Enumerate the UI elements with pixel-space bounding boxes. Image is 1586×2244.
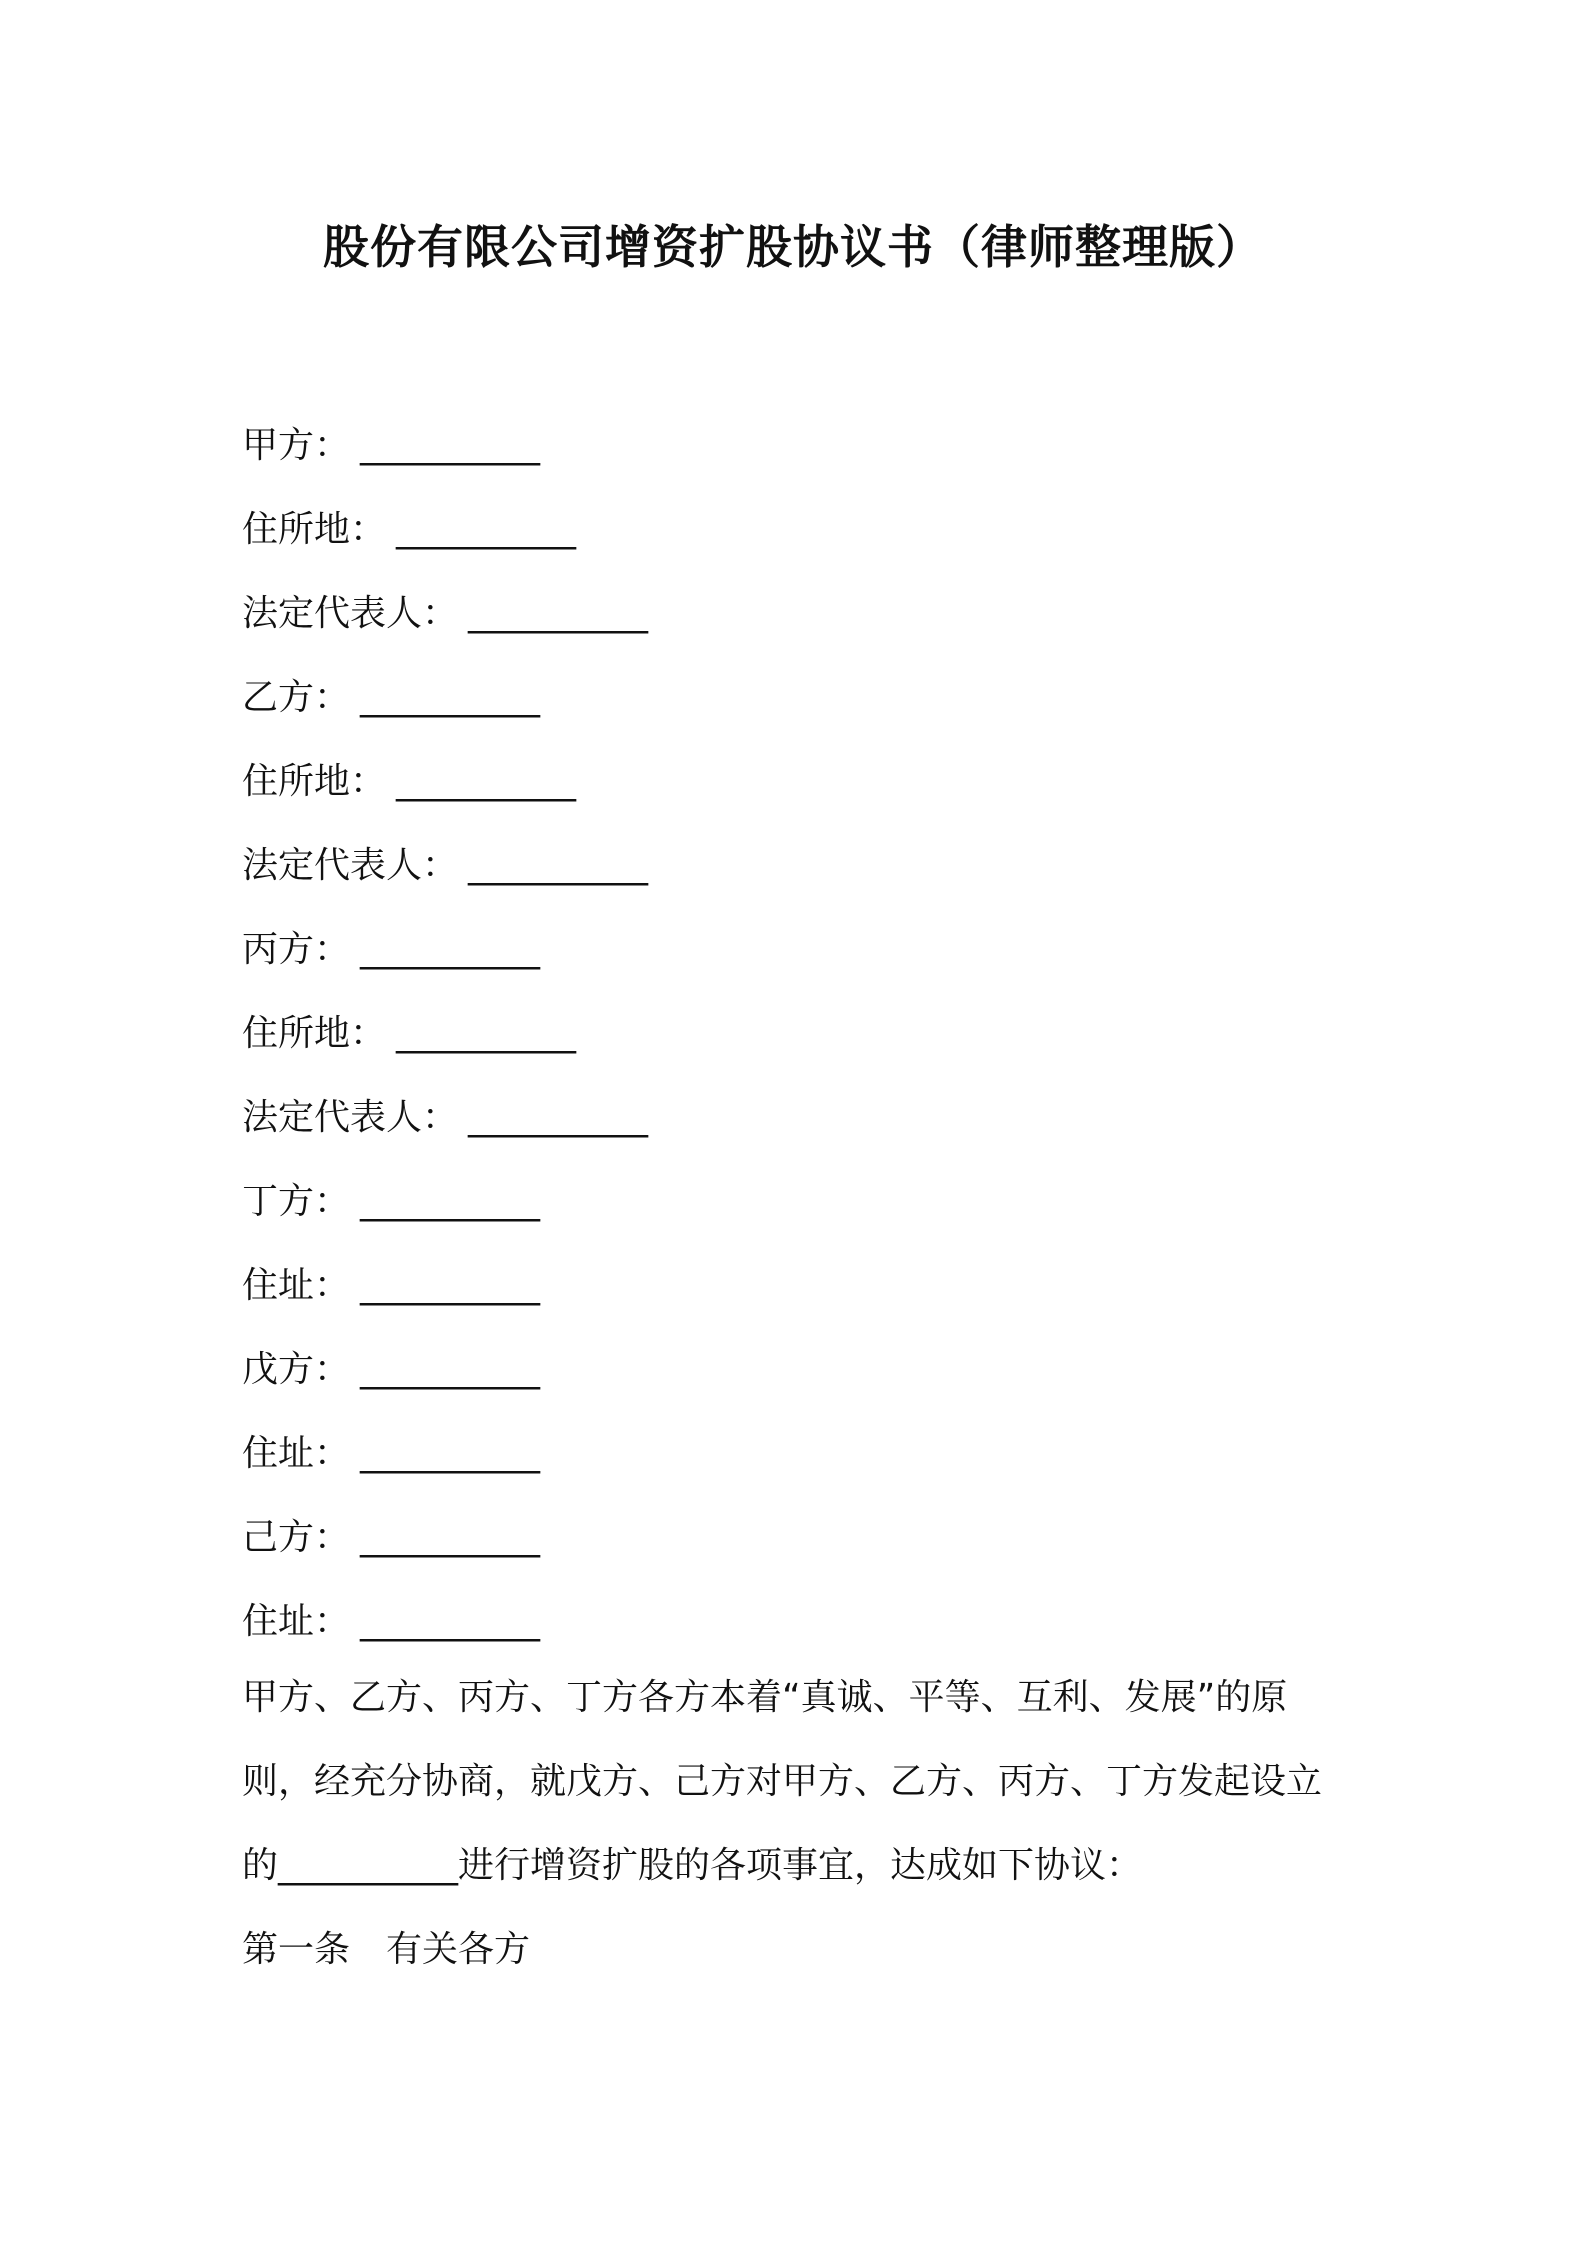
party-field-row: [242, 656, 1382, 740]
party-field-row: [242, 740, 1382, 824]
field-blank: __________: [360, 1349, 541, 1390]
field-blank: __________: [360, 1517, 541, 1558]
field-blank: __________: [360, 425, 541, 466]
field-blank: __________: [396, 761, 577, 802]
party-field-row: [242, 1580, 1382, 1664]
party-field-row: [242, 1328, 1382, 1412]
field-label: 法定代表人：: [242, 1097, 459, 1138]
field-label: 己方：: [242, 1517, 351, 1558]
party-field-row: [242, 404, 1382, 488]
field-label: 法定代表人：: [242, 593, 459, 634]
field-blank: __________: [360, 677, 541, 718]
field-blank: __________: [468, 845, 649, 886]
party-field-row: [242, 1412, 1382, 1496]
field-blank: __________: [396, 509, 577, 550]
field-blank: __________: [468, 593, 649, 634]
field-blank: __________: [468, 1097, 649, 1138]
field-label: 乙方：: [242, 677, 351, 718]
field-label: 丙方：: [242, 929, 351, 970]
party-field-row: [242, 908, 1382, 992]
field-label: 法定代表人：: [242, 845, 459, 886]
field-blank: __________: [396, 1013, 577, 1054]
party-field-row: [242, 488, 1382, 572]
intro-paragraph: [242, 1656, 1362, 1908]
field-label: 住址：: [242, 1433, 351, 1474]
field-blank: __________: [360, 1433, 541, 1474]
article-heading: [242, 1908, 530, 1992]
paragraph-line: 则，经充分协商，就戊方、己方对甲方、乙方、丙方、丁方发起设立: [242, 1761, 1323, 1802]
field-label: 住所地：: [242, 761, 387, 802]
party-fields: [242, 404, 1382, 1664]
field-label: 住所地：: [242, 1013, 387, 1054]
field-label: 丁方：: [242, 1181, 351, 1222]
field-label: 戊方：: [242, 1349, 351, 1390]
paragraph-line: 甲方、乙方、丙方、丁方各方本着“真诚、平等、互利、发展”的原: [242, 1677, 1288, 1718]
field-blank: __________: [360, 929, 541, 970]
party-field-row: [242, 1160, 1382, 1244]
paragraph-line: 的__________进行增资扩股的各项事宜，达成如下协议：: [242, 1845, 1143, 1886]
field-label: 住所地：: [242, 509, 387, 550]
party-field-row: [242, 1076, 1382, 1160]
field-blank: __________: [360, 1601, 541, 1642]
party-field-row: [242, 572, 1382, 656]
party-field-row: [242, 824, 1382, 908]
article-number: 第一条: [242, 1929, 351, 1970]
party-field-row: [242, 992, 1382, 1076]
party-field-row: [242, 1244, 1382, 1328]
field-label: 住址：: [242, 1601, 351, 1642]
field-blank: __________: [360, 1181, 541, 1222]
field-label: 住址：: [242, 1265, 351, 1306]
article-title: 有关各方: [386, 1929, 531, 1970]
field-label: 甲方：: [242, 425, 351, 466]
party-field-row: [242, 1496, 1382, 1580]
document-title: 股份有限公司增资扩股协议书（律师整理版）: [323, 220, 1263, 274]
field-blank: __________: [360, 1265, 541, 1306]
